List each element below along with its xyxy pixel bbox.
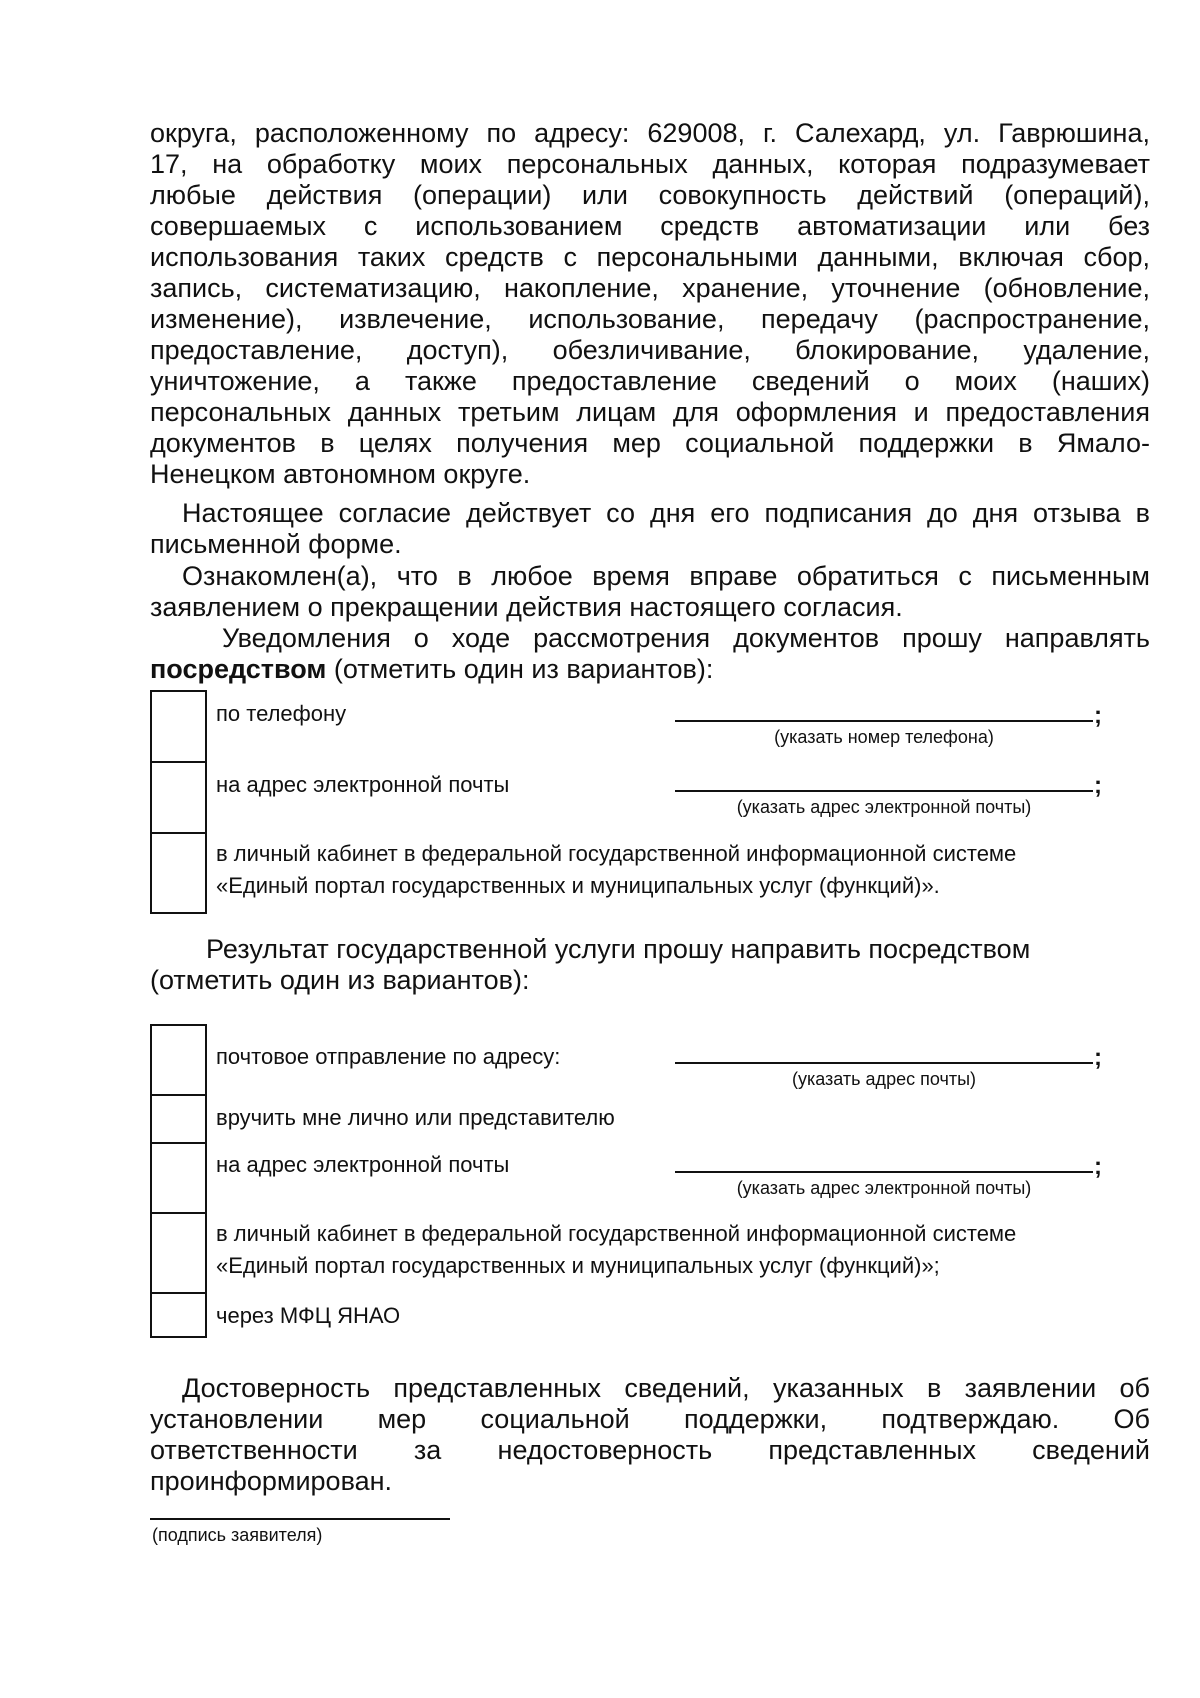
notification-checkbox-email[interactable] <box>150 761 207 834</box>
result-checkbox-email[interactable] <box>150 1142 207 1214</box>
consent-line: округа, расположенному по адресу: 629008, г. Салехард, ул. Гаврюшина, <box>150 118 1150 148</box>
reliability-line: проинформирован. <box>150 1466 393 1496</box>
notifications-intro-line2 <box>150 654 1150 685</box>
semicolon: ; <box>1094 772 1102 799</box>
consent-line: уничтожение, а также предоставление сведений о моих (наших) <box>150 366 1150 396</box>
reliability-paragraph <box>150 1373 1150 1497</box>
consent-line: запись, систематизацию, накопление, хранение, уточнение (обновление, <box>150 273 1150 303</box>
phone-hint: (указать номер телефона) <box>774 727 994 747</box>
consent-line: совершаемых с использованием средств автоматизации или без <box>150 211 1150 241</box>
result-email-input-line[interactable] <box>675 1171 1093 1173</box>
consent-line: Ненецком автономном округе. <box>150 459 531 489</box>
result-option-post-label: почтовое отправление по адресу: <box>216 1044 561 1069</box>
result-option-gosuslugi-line1: в личный кабинет в федеральной государственной информационной системе <box>216 1221 1017 1246</box>
email-hint: (указать адрес электронной почты) <box>736 797 1032 817</box>
acknowledgement-line: заявлением о прекращении действия настоящего согласия. <box>150 592 903 622</box>
notification-option-gosuslugi-line2: «Единый портал государственных и муниципальных услуг (функций)». <box>216 873 940 898</box>
consent-line: изменение), извлечение, использование, передачу (распространение, <box>150 304 1150 334</box>
result-intro <box>150 934 1150 996</box>
result-intro-line: (отметить один из вариантов): <box>150 965 530 995</box>
post-address-input-line[interactable] <box>675 1062 1093 1064</box>
result-option-gosuslugi-line2: «Единый портал государственных и муниципальных услуг (функций)»; <box>216 1253 940 1278</box>
semicolon: ; <box>1094 702 1102 729</box>
consent-paragraph <box>150 118 1150 490</box>
result-email-hint: (указать адрес электронной почты) <box>736 1178 1032 1198</box>
signature-line[interactable] <box>150 1518 450 1520</box>
result-intro-line: Результат государственной услуги прошу направить посредством <box>206 934 1031 964</box>
notification-checkbox-phone[interactable] <box>150 690 207 763</box>
post-address-hint: (указать адрес почты) <box>791 1069 977 1089</box>
notification-option-email-label: на адрес электронной почты <box>216 772 510 797</box>
notifications-intro-rest: (отметить один из вариантов): <box>326 654 714 684</box>
validity-line: Настоящее согласие действует со дня его подписания до дня отзыва в <box>182 498 1150 528</box>
reliability-line: Достоверность представленных сведений, указанных в заявлении об <box>182 1373 1150 1403</box>
consent-line: 17, на обработку моих персональных данных, которая подразумевает <box>150 149 1150 179</box>
result-checkbox-post[interactable] <box>150 1024 207 1096</box>
result-option-personal-label: вручить мне лично или представителю <box>216 1105 615 1130</box>
result-checkbox-gosuslugi[interactable] <box>150 1212 207 1294</box>
consent-line: персональных данных третьим лицам для оформления и предоставления <box>150 397 1150 427</box>
notification-options <box>150 690 1150 915</box>
signature-hint: (подпись заявителя) <box>152 1525 323 1545</box>
acknowledgement-line: Ознакомлен(а), что в любое время вправе обратиться с письменным <box>182 561 1150 591</box>
result-option-mfc-label: через МФЦ ЯНАО <box>216 1303 401 1328</box>
notifications-intro-bold: посредством <box>150 654 327 684</box>
result-options <box>150 1024 1150 1340</box>
consent-line: любые действия (операции) или совокупность действий (операций), <box>150 180 1150 210</box>
validity-line: письменной форме. <box>150 529 402 559</box>
notification-option-phone-label: по телефону <box>216 701 347 726</box>
consent-line: использования таких средств с персональными данными, включая сбор, <box>150 242 1150 272</box>
semicolon: ; <box>1094 1153 1102 1180</box>
consent-line: документов в целях получения мер социальной поддержки в Ямало- <box>150 428 1150 458</box>
notifications-intro <box>150 623 1150 685</box>
semicolon: ; <box>1094 1044 1102 1071</box>
notification-option-gosuslugi-line1: в личный кабинет в федеральной государственной информационной системе <box>216 841 1017 866</box>
reliability-line: установлении мер социальной поддержки, подтверждаю. Об <box>150 1404 1150 1434</box>
phone-input-line[interactable] <box>675 720 1093 722</box>
email-input-line[interactable] <box>675 790 1093 792</box>
reliability-line: ответственности за недостоверность представленных сведений <box>150 1435 1150 1465</box>
consent-line: предоставление, доступ), обезличивание, блокирование, удаление, <box>150 335 1150 365</box>
result-checkbox-mfc[interactable] <box>150 1292 207 1338</box>
notifications-intro-line: Уведомления о ходе рассмотрения документов прошу направлять <box>222 623 1150 653</box>
result-checkbox-personal[interactable] <box>150 1094 207 1144</box>
result-option-email-label: на адрес электронной почты <box>216 1152 510 1177</box>
acknowledgement-paragraph <box>150 561 1150 623</box>
validity-paragraph <box>150 498 1150 560</box>
notification-checkbox-gosuslugi[interactable] <box>150 832 207 914</box>
